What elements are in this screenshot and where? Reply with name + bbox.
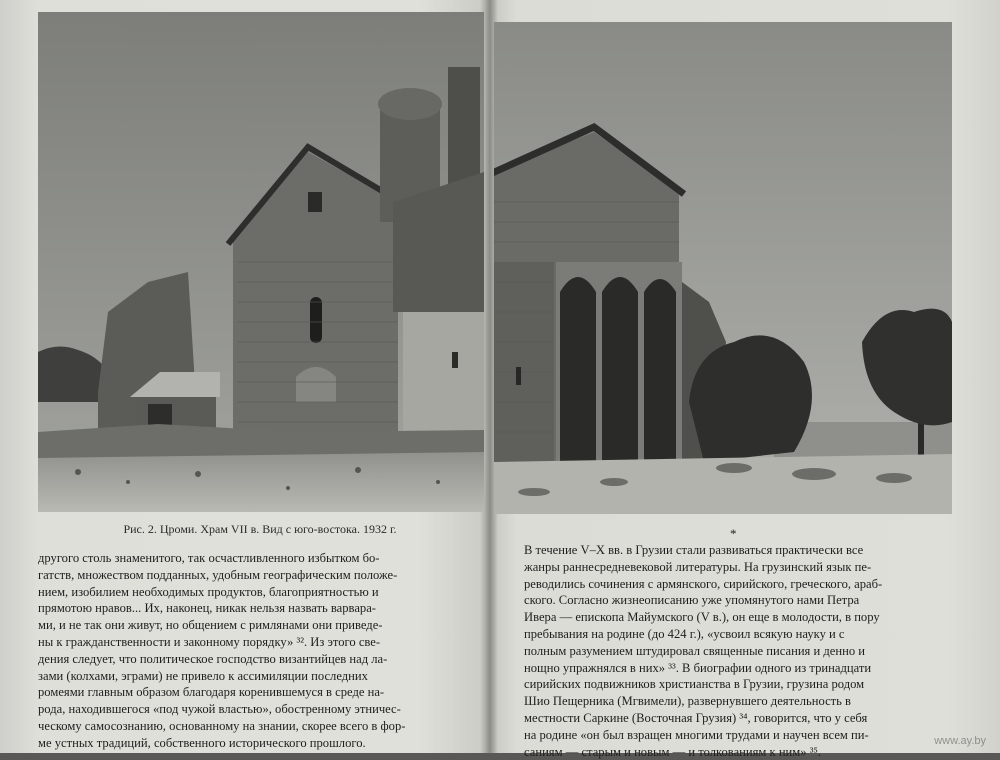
church-photo-left	[38, 12, 484, 512]
text-line: зами (колхами, эграми) не привело к ассимиляции последних	[38, 668, 368, 683]
church-photo-right	[494, 22, 952, 514]
text-line: нощно упражнялся в них» ³³. В биографии одного из тринадцати	[524, 660, 872, 675]
text-line: ромеями главным образом благодаря коренившемуся в среде на-	[38, 685, 385, 700]
right-text-column	[524, 542, 964, 760]
text-line: другого столь знаменитого, так осчастливленного избытком бо-	[38, 551, 380, 565]
text-line: нием, изобилием необходимых продуктов, благоприятностью и	[38, 584, 379, 599]
watermark: www.ay.by	[934, 735, 986, 747]
text-line: Ивера — епископа Майумского (V в.), он еще в молодости, в пору	[524, 610, 880, 625]
text-line: ны к гражданственности и законному порядку» ³². Из этого све-	[38, 634, 381, 649]
text-line: ми, и не так они живут, но общением с римлянами они приведе-	[38, 618, 383, 633]
text-line: ческому самосознанию, основанному на знании, скорее всего в фор-	[38, 718, 406, 733]
text-line: гатств, множеством подданных, удобным географическим положе-	[38, 567, 398, 582]
text-line: дения следует, что политическое господство византийцев над ла-	[38, 651, 388, 666]
text-line: саниям — старым и новым — и толкованиям к ним» ³⁵.	[524, 744, 822, 759]
text-line: Шио Пещерника (Мгвимели), развернувшего деятельность в	[524, 694, 852, 709]
text-line: сирийских подвижников христианства в Грузии, грузина родом	[524, 677, 865, 692]
text-line: на родине «он был взращен многими трудами и научен всем пи-	[524, 727, 869, 742]
text-line: ме устных традиций, собственного исторического прошлого.	[38, 735, 366, 750]
text-line: пребывания на родине (до 424 г.), «усвоил всякую науку и с	[524, 626, 845, 641]
text-line: В течение V–X вв. в Грузии стали развиваться практически все	[524, 543, 864, 557]
text-line: местности Саркине (Восточная Грузия) ³⁴, говорится, что у себя	[524, 710, 868, 725]
text-line: прямотою нравов... Их, наконец, никак нельзя назвать варвара-	[38, 601, 377, 616]
figure-caption: Рис. 2. Цроми. Храм VII в. Вид с юго-востока. 1932 г.	[123, 522, 397, 536]
text-line: реводились сочинения с армянского, сирийского, греческого, араб-	[524, 576, 883, 591]
text-line: полным разумением штудировал священные писания и денно и	[524, 643, 866, 658]
text-line: ского. Согласно жизнеописанию уже упомянутого нами Петра	[524, 593, 860, 608]
section-separator: *	[730, 526, 737, 541]
text-line: рода, находившегося «под чужой властью», обостренному этничес-	[38, 702, 401, 717]
text-line: жанры раннесредневековой литературы. На грузинский язык пе-	[524, 559, 872, 574]
left-text-column	[38, 550, 474, 752]
